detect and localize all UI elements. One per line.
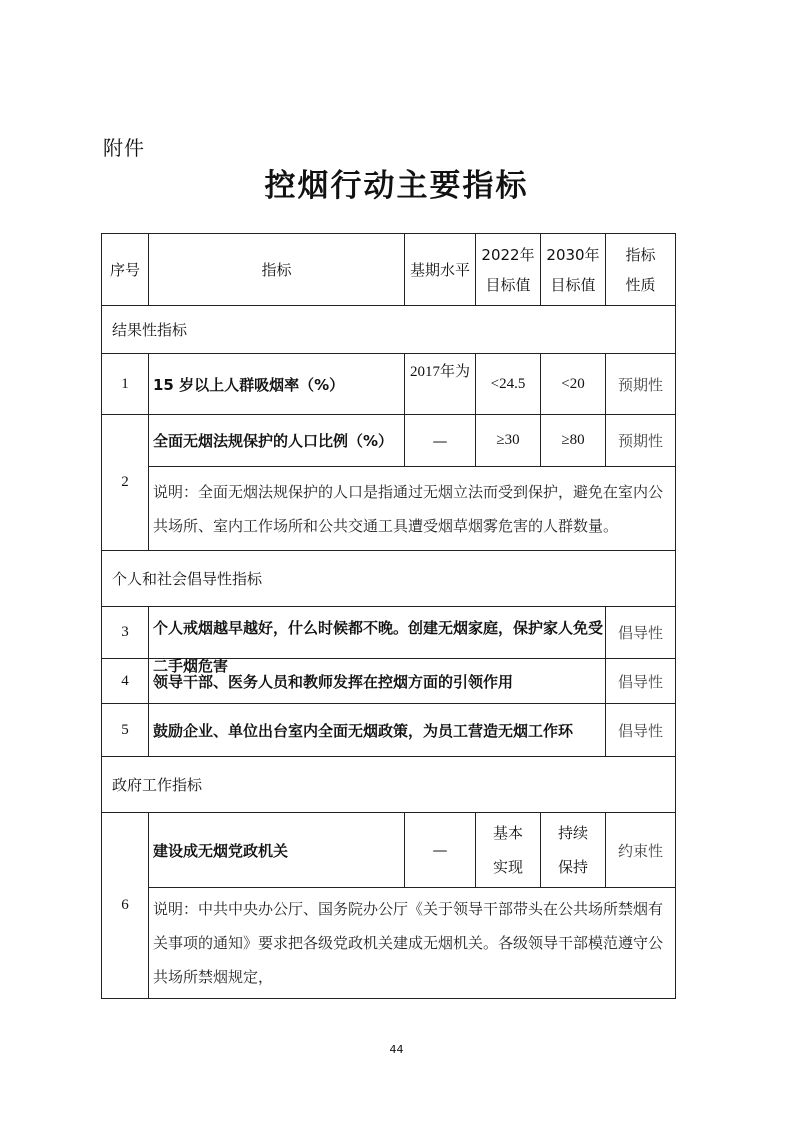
row-no: 3 bbox=[102, 607, 149, 659]
row-target-2022 bbox=[476, 813, 541, 888]
header-target-2022-label: 目标值 bbox=[485, 275, 531, 294]
row-nature: 倡导性 bbox=[606, 704, 676, 757]
header-target-2022 bbox=[476, 234, 541, 306]
section-row-government bbox=[102, 757, 676, 813]
row-target-2022-line1: 基本 bbox=[492, 824, 523, 842]
row-target-2030: <20 bbox=[541, 354, 606, 415]
indicator-table bbox=[101, 233, 676, 999]
table-row bbox=[102, 607, 676, 659]
header-target-2030-year: 2030年 bbox=[546, 245, 600, 264]
table-note-row bbox=[102, 888, 676, 999]
row-nature: 约束性 bbox=[606, 813, 676, 888]
row-baseline: — bbox=[405, 813, 476, 888]
row-indicator: 全面无烟法规保护的人口比例（%） bbox=[149, 415, 405, 467]
row-no: 6 bbox=[102, 813, 149, 999]
table-header-row bbox=[102, 234, 676, 306]
row-target-2030-line2: 保持 bbox=[557, 858, 588, 876]
row-no: 1 bbox=[102, 354, 149, 415]
header-nature-line2: 性质 bbox=[625, 275, 656, 294]
page-number: 44 bbox=[389, 1043, 404, 1056]
header-baseline: 基期水平 bbox=[405, 234, 476, 306]
row-indicator: 鼓励企业、单位出台室内全面无烟政策，为员工营造无烟工作环 bbox=[149, 704, 606, 757]
row-nature: 倡导性 bbox=[606, 659, 676, 704]
section-row-advocacy bbox=[102, 551, 676, 607]
row-target-2022-line2: 实现 bbox=[492, 858, 523, 876]
table-row bbox=[102, 813, 676, 888]
row-no: 4 bbox=[102, 659, 149, 704]
section-row-result bbox=[102, 306, 676, 354]
row-no: 2 bbox=[102, 415, 149, 551]
row-indicator: 个人戒烟越早越好，什么时候都不晚。创建无烟家庭，保护家人免受二手烟危害 bbox=[153, 618, 604, 675]
row-note: 说明：全面无烟法规保护的人口是指通过无烟立法而受到保护，避免在室内公共场所、室内工作场所和公共交通工具遭受烟草烟雾危害的人群数量。 bbox=[149, 467, 676, 551]
table-row bbox=[102, 415, 676, 467]
row-nature: 预期性 bbox=[606, 354, 676, 415]
row-target-2022: ≥30 bbox=[476, 415, 541, 467]
section-result-label: 结果性指标 bbox=[102, 306, 676, 354]
header-indicator: 指标 bbox=[149, 234, 405, 306]
table-row bbox=[102, 354, 676, 415]
header-target-2030 bbox=[541, 234, 606, 306]
row-baseline: 2017年为 bbox=[405, 354, 476, 415]
row-target-2030: ≥80 bbox=[541, 415, 606, 467]
section-government-label: 政府工作指标 bbox=[102, 757, 676, 813]
header-no: 序号 bbox=[102, 234, 149, 306]
row-no: 5 bbox=[102, 704, 149, 757]
row-indicator: 领导干部、医务人员和教师发挥在控烟方面的引领作用 bbox=[149, 659, 606, 704]
row-baseline: — bbox=[405, 415, 476, 467]
header-nature-line1: 指标 bbox=[625, 245, 656, 264]
document-title: 控烟行动主要指标 bbox=[264, 168, 529, 204]
header-target-2022-year: 2022年 bbox=[481, 245, 535, 264]
row-note: 说明：中共中央办公厅、国务院办公厅《关于领导干部带头在公共场所禁烟有关事项的通知》要求把各级党政机关建成无烟机关。各级领导干部模范遵守公共场所禁烟规定， bbox=[149, 888, 676, 999]
table-row bbox=[102, 704, 676, 757]
header-target-2030-label: 目标值 bbox=[550, 275, 596, 294]
row-nature: 倡导性 bbox=[606, 607, 676, 659]
row-target-2030 bbox=[541, 813, 606, 888]
row-indicator: 建设成无烟党政机关 bbox=[149, 813, 405, 888]
row-indicator-cell bbox=[149, 607, 606, 675]
row-nature: 预期性 bbox=[606, 415, 676, 467]
row-indicator: 15 岁以上人群吸烟率（%） bbox=[149, 354, 405, 415]
table-note-row bbox=[102, 467, 676, 551]
section-advocacy-label: 个人和社会倡导性指标 bbox=[102, 551, 676, 607]
header-nature bbox=[606, 234, 676, 306]
row-target-2022: <24.5 bbox=[476, 354, 541, 415]
annex-label: 附件 bbox=[103, 136, 145, 160]
row-target-2030-line1: 持续 bbox=[557, 824, 588, 842]
